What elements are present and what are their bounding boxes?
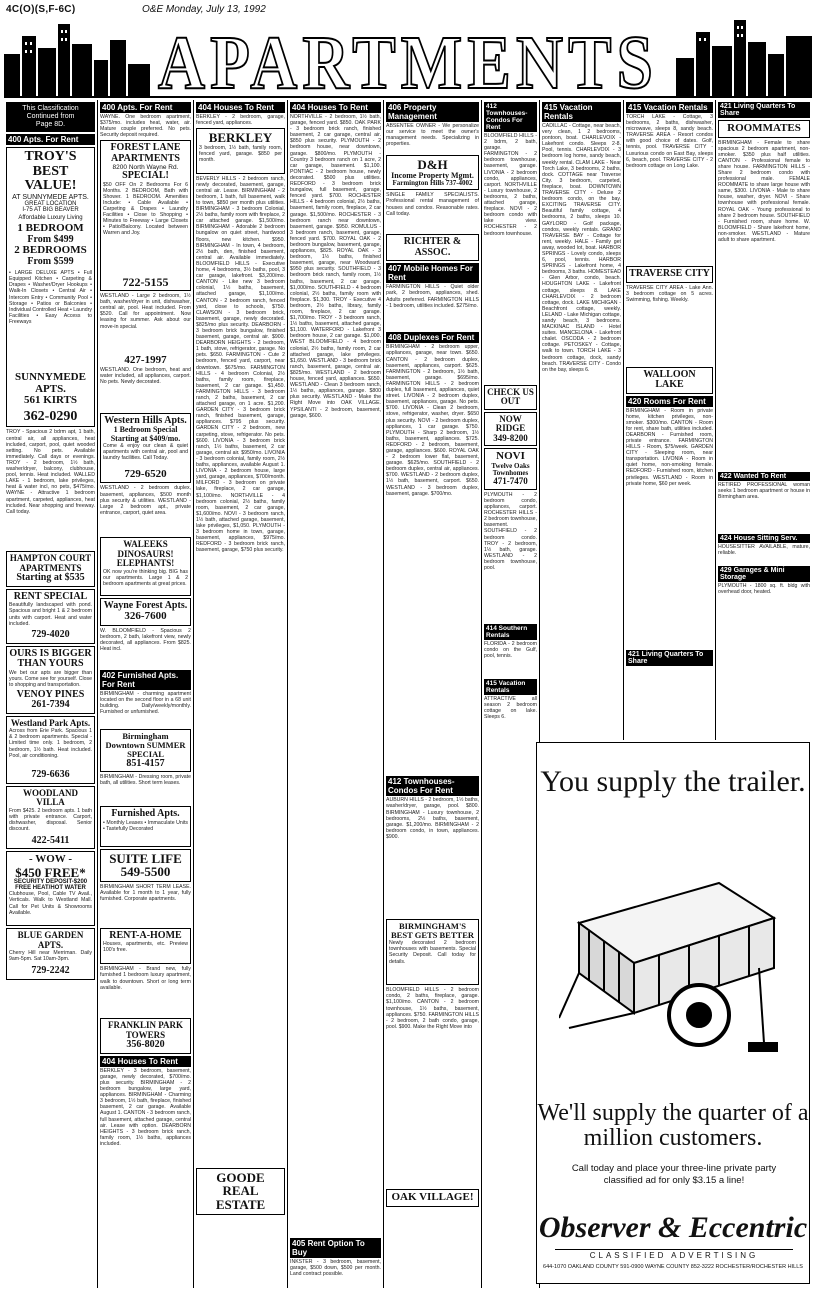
ad-body: • Monthly Leases • Immaculate Units • Tastefully Decorated <box>103 819 188 832</box>
ad-address: 561 KIRTS <box>23 394 78 407</box>
ad-title: RENT SPECIAL <box>13 590 88 602</box>
ad-phone: 729-6520 <box>124 467 167 480</box>
listing-text: WESTLAND - Large 2 bedroom, 1½ bath, washer/dryer in unit, dishwasher, central air, pool. Heat included. From $520. Call for appointment. Now leasing for summer. Ask about our move-in special. <box>100 293 191 330</box>
ad-title: BIRMINGHAM'S BEST GETS BETTER <box>391 921 474 941</box>
troy-ad <box>6 147 95 427</box>
section-heading: 402 Furnished Apts. For Rent <box>100 670 191 690</box>
walloon-lake-ad <box>626 367 713 394</box>
column-6 <box>482 100 540 1288</box>
section-heading: 424 House Sitting Serv. <box>718 534 810 543</box>
ad-phone: 326-7600 <box>124 610 167 623</box>
furnished-apts-ad <box>100 806 191 847</box>
column-5 <box>384 100 482 1288</box>
ad-title: GOODE REAL ESTATE <box>215 1169 266 1212</box>
birmingham-summer-ad <box>100 729 191 772</box>
listing-text: BIRMINGHAM - Dressing room, private bath, all utilities. Short term leases. <box>100 774 191 787</box>
ad-price: Starting at $409/mo. <box>110 433 181 443</box>
ad-headline: You supply the trailer. <box>540 765 806 798</box>
ad-title: TROY'S BEST <box>24 149 77 179</box>
ad-name: AT SUNNYMEDE APTS. <box>12 194 89 202</box>
ad-price: $450 FREE* <box>15 864 86 880</box>
ad-phone: 362-0290 <box>23 408 78 424</box>
ad-title: Birmingham Downtown SUMMER SPECIAL <box>105 730 186 759</box>
wow-ad <box>6 851 95 926</box>
suite-life-ad <box>100 849 191 882</box>
western-hills-ad <box>100 413 191 484</box>
listing-text: ABSENTEE OWNER - We personalize our service to meet the owner's management needs. Specializing in properties. <box>386 123 479 148</box>
forest-lane-ad <box>100 140 191 291</box>
ad-price: From $499 <box>27 233 74 245</box>
section-heading: 404 Houses To Rent <box>196 102 285 113</box>
listing-text: RETIRED PROFESSIONAL woman seeks 1 bedroom apartment or house in Birmingham area. <box>718 481 810 500</box>
ad-title: RENT-A-HOME <box>109 929 182 941</box>
ad-title: HAMPTON COURT APARTMENTS <box>9 553 92 573</box>
ad-title: VALUE! <box>24 178 77 194</box>
ad-tagline-line: We'll supply the quarter of a <box>537 1100 809 1126</box>
woodland-villa-ad <box>6 786 95 849</box>
listing-text: BIRMINGHAM SHORT TERM LEASE. Available for 1 month to 1 year, fully furnished. Corporate apartments. <box>100 883 191 903</box>
ad-price: From $599 <box>27 255 74 267</box>
birmingham-best-ad <box>386 919 479 985</box>
section-code: 4C(O)(S,F-6C) <box>6 4 76 15</box>
listing-text: W. BLOOMFIELD - Spacious 2 bedroom, 2 bath, lakefront view, newly decorated, all appliances. From $825. Heat incl. <box>100 627 191 653</box>
ad-sub: SECURITY DEPOSIT-$200 <box>13 879 88 886</box>
ad-title: SUNNYMEDE APTS. <box>15 371 86 395</box>
ad-location: GREAT LOCATION <box>24 201 77 208</box>
listing-text: BIRMINGHAM - 2 bedroom upper, appliances, garage, near town. $650. CANTON - 2 bedroom duplex, basement, appliances, carport. $625. FARMINGTON - 2 bedroom, 1½ bath, basement, garage. $695/mo. FARMINGTON HILLS - 2 bedroom duplex, full basement, appliances, quiet street. LIVONIA - 2 bedroom duplex, basement, appliances, garage. No pets. $700. LIVONIA - Clean 2 bedroom, stove, refrigerator, washer, dryer. $650 plus security. NOVI - 2 bedroom duplex, appliances, 1 car garage. $750. PLYMOUTH - Sharp 2 bedroom, 1½ baths, basement, appliances. $725. REDFORD - 2 bedroom, basement, garage, appliances. $600. ROYAL OAK - 2 bedroom lower flat, basement, garage. $625/mo. SOUTHFIELD - 2 bedroom duplex, central air, appliances. $700. WESTLAND - 2 bedroom duplex, 1½ bath, basement, carport. $650. WESTLAND - 3 bedroom duplex, basement, garage. $700/mo. <box>386 344 479 497</box>
ad-body: Come & enjoy our clean & quiet apartments with central air, pool and laundry facilities. Call Today. <box>103 442 188 462</box>
ad-unit: 2 BEDROOMS <box>14 244 87 257</box>
listing-text: TRAVERSE CITY AREA - Lake Ann. 3 bedroom cottage on 5 acres. Swimming, fishing. Weekly. <box>626 284 713 303</box>
column-2 <box>98 100 194 1288</box>
goode-ad <box>196 1168 285 1215</box>
listing-text: BIRMINGHAM - Female to share spacious 2 bedroom apartment, non-smoker. $350 plus half utilities. CANTON - Professional female to share house. FARMINGTON HILLS - Share 2 bedroom condo with professional male. FEMALE ROOMMATE to share large house with same, $300. LIVONIA - Male to share house, washer, dryer. NOVI - Share townhouse with professional female. ROYAL OAK - Young professional to share 2 bedroom house. SOUTHFIELD - Furnished room, share home. W. BLOOMFIELD - Share lakefront home, non-smoker. WESTLAND - Mature adult to share apartment. <box>718 139 810 244</box>
ad-title: WOODLAND VILLA <box>22 787 78 808</box>
ad-body: Beautifully landscaped with pond. Spacious and bright 1 & 2 bedroom units with carport. Heat and water included. <box>9 602 92 627</box>
section-heading: 400 Apts. For Rent <box>6 134 95 145</box>
rent-special-ad <box>6 589 95 644</box>
ad-title: SUITE LIFE <box>109 850 182 866</box>
bigger-ad <box>6 646 95 714</box>
ad-title: Western Hills Apts. <box>104 414 187 426</box>
ad-body: Cherry Hill near Merriman. Daily 9am-5pm. Sat 10am-3pm. <box>9 950 92 963</box>
ad-title: ROOMMATES <box>727 122 801 134</box>
ad-title: Furnished Apts. <box>111 808 180 820</box>
section-heading: 412 Townhouses-Condos For Rent <box>484 102 537 132</box>
ad-title: TRAVERSE CITY <box>629 268 710 279</box>
ad-body: • LARGE DELUXE APTS • Full Equipped Kitchen • Carpeting & Drapes • Washer/Dryer Hookups • Walk-In Closets • Central Air • Intercom Entry • Community Pool • Storage • Patios or Balconies • Individual Controlled Heat • Laundry Facilities • Easy Access to Freeways <box>9 270 92 325</box>
ad-tagline-line: million customers. <box>583 1125 763 1151</box>
ad-title: NOW RIDGE <box>495 413 526 434</box>
column-8 <box>624 100 716 740</box>
trailer-illustration <box>559 843 789 1083</box>
ad-name: VENOY PINES <box>16 688 85 700</box>
ad-body: OK now you're thinking big. BIG has our apartments. Large 1 & 2 bedroom apartments at great prices. <box>103 568 188 587</box>
berkley-ad <box>196 128 285 174</box>
listing-text: WESTLAND - 2 bedroom duplex, basement, appliances, $500 month plus security & utilities. WESTLAND - Large 2 bedroom apt., private entrance, carport, quiet area. <box>100 485 191 516</box>
section-heading: 415 Vacation Rentals <box>484 679 537 695</box>
ad-title: WALLOON LAKE <box>643 368 696 390</box>
section-heading: 406 Property Management <box>386 102 479 122</box>
ad-unit: 1 BEDROOM <box>17 222 84 235</box>
column-4 <box>288 100 384 1288</box>
ad-title: OAK VILLAGE! <box>391 1191 474 1204</box>
section-heading: 412 Townhouses-Condos For Rent <box>386 776 479 796</box>
wayne-forest-ad <box>100 598 191 626</box>
ad-price: Starting at $535 <box>16 572 85 584</box>
ad-location: I-75 AT BIG BEAVER <box>22 207 79 214</box>
ad-tagline <box>537 1101 809 1151</box>
ad-logo: Observer & Eccentric <box>538 1211 808 1244</box>
ad-phone: 729-2242 <box>31 965 70 977</box>
ad-phone: 427-1997 <box>124 354 167 367</box>
ad-sub: Income Property Mgmt. <box>391 170 474 180</box>
ad-logo-sub: CLASSIFIED ADVERTISING <box>555 1249 793 1260</box>
section-heading: 414 Southern Rentals <box>484 624 537 640</box>
ad-title: CHECK US OUT <box>487 387 534 407</box>
section-heading: 404 Houses To Rent <box>290 102 381 113</box>
ad-body: Newly decorated 2 bedroom townhouses with basements. Special Security Deposit. Call today for details. <box>389 940 476 965</box>
ad-title: BLUE GARDEN APTS. <box>17 930 84 950</box>
ad-body: From $425. 2 bedroom apts. 1 bath with private entrance. Carport, dishwasher, disposal. Senior discount. <box>9 807 92 832</box>
listing-text: PLYMOUTH - 2 bedroom condo, appliances, carport. ROCHESTER HILLS - 2 bedroom townhouse, basement. SOUTHFIELD - 2 bedroom condo. TROY - 2 bedroom, 1½ bath, garage. WESTLAND - 2 bedroom townhouse, pool. <box>484 491 537 571</box>
ad-title: NOVI <box>496 450 525 463</box>
ad-title: FOREST LANE APARTMENTS <box>110 142 181 164</box>
section-heading: 420 Rooms For Rent <box>626 396 713 407</box>
listing-text: SINGLE FAMILY SPECIALISTS. Professional rental management of houses and condos. Reasonable rates. Call today. <box>386 192 479 217</box>
blue-garden-ad <box>6 928 95 979</box>
dh-ad <box>386 155 479 190</box>
ad-body: 3 bedroom, 1½ bath, family room, fenced yard, garage. $850 per month. <box>199 144 282 163</box>
rent-a-home-ad <box>100 928 191 965</box>
section-heading: 408 Duplexes For Rent <box>386 332 479 343</box>
ad-title: Westland Park Apts. <box>10 717 91 728</box>
ad-title: FRANKLIN PARK TOWERS <box>107 1020 184 1040</box>
listing-text: BIRMINGHAM - Brand new, fully furnished 1 bedroom luxury apartment, walk to downtown. Short or long term available. <box>100 966 191 991</box>
ad-body: Clubhouse, Pool, Cable TV Avail., Verticals. Walk to Westland Mall. Call for Pet Units & Showrooms Available. <box>9 891 92 916</box>
ad-body: $50 OFF On 2 Bedrooms For 6 Months. 2 BEDROOM, Bath with Shower. 1 BEDROOM. Amenities Include: • Cable Available • Carpeting & Drapes • Laundry Facilities • Close to Shopping • Minutes to Freeway • Large Closets • Patio/Balcony. Located between Warren and Joy. <box>103 181 188 237</box>
listing-text: TORCH LAKE - Cottage, 3 bedrooms, 2 baths, dishwasher, microwave, sleeps 8, sandy beach. TRAVERSE AREA - Resort condos with good choice of dates. Golf, tennis, pool. TRAVERSE CITY - Luxurious condo on East Bay, sleeps 6, beach, pool. TRAVERSE CITY - 2 bedroom cottage on Long Lake. <box>626 114 713 169</box>
listing-text: BIRMINGHAM - charming apartment located on the second floor in a 68 unit building. Daily/weekly/monthly. Furnished or unfurnished. <box>100 690 191 716</box>
ad-body: Houses, apartments, etc. Preview 100's free. <box>103 941 188 954</box>
ad-phone: 549-5500 <box>120 864 171 880</box>
ad-special: SPECIAL! <box>122 170 169 181</box>
continued-notice <box>6 102 95 132</box>
listing-text: AUBURN HILLS - 2 bedroom, 1½ baths, washer/dryer, garage, pool. $800. BIRMINGHAM - Luxury townhouse, 2 bedrooms, 2½ baths, basement, garage. $1,200/mo. BIRMINGHAM - 2 bedroom condo, in town, appliances. $900. <box>386 797 479 840</box>
listing-text: BIRMINGHAM - Room in private home, kitchen privileges, non-smoker. $300/mo. CANTON - Room for rent, share bath, utilities included. DEARBORN - Furnished room, private entrance. FARMINGTON HILLS - Room, $75/week. GARDEN CITY - Sleeping room, near transportation. LIVONIA - Room in quiet home, non-smoking female. REDFORD - Furnished room, kitchen privileges. WESTLAND - Room in private home, $60 per week. <box>626 407 713 487</box>
ad-body: Call today and place your three-line private party classified ad for only $3.15 a line! <box>571 1163 777 1186</box>
banner-title: APARTMENTS <box>158 21 658 98</box>
novi-ad <box>484 448 537 490</box>
intro-line: This Classification <box>22 105 79 112</box>
ad-sub: 1 Bedroom Special <box>113 425 178 435</box>
ad-title: BERKLEY <box>208 130 273 145</box>
westland-park-ad <box>6 716 95 784</box>
ad-phone: 356-8020 <box>126 1039 165 1051</box>
listing-text: TROY - Spacious 2 bdrm apt, 1 bath, central air, all appliances, heat included, carport, pool, quiet wooded setting. No pets. Available immediately. Call days or evenings. TROY - 2 bedroom, 1½ bath, washer/dryer, balcony, clubhouse, pool, tennis. Heat included. WALLED LAKE - 1 bedroom, lake privileges, heat & water incl, no pets, $475/mo. WAYNE - Attractive 1 bedroom apartment, carpeted, appliances, heat included. Near shopping and freeway. Call today. <box>6 429 95 515</box>
ad-title: Wayne Forest Apts. <box>103 599 188 611</box>
richter-ad <box>386 234 479 261</box>
ad-title: RICHTER & ASSOC. <box>403 236 462 258</box>
franklin-park-ad <box>100 1018 191 1053</box>
ad-title: WALEEKS DINOSAURS! ELEPHANTS! <box>116 539 175 569</box>
apartments-banner <box>4 14 812 98</box>
section-heading: 415 Vacation Rentals <box>626 102 713 113</box>
ad-sub: FREE HEAT/HOT WATER <box>15 885 86 892</box>
observer-eccentric-ad <box>536 742 810 1284</box>
section-heading: 404 Houses To Rent <box>100 1056 191 1067</box>
column-1 <box>4 100 98 1288</box>
oak-village-ad <box>386 1189 479 1207</box>
publication-line: O&E Monday, July 13, 1992 <box>142 4 266 15</box>
ad-title: D&H <box>417 157 448 172</box>
intro-line: Page 8D. <box>35 121 66 128</box>
intro-line: Continued from <box>26 113 75 120</box>
ad-phone: 349-8200 <box>493 432 528 443</box>
ad-address: 8200 North Wayne Rd. <box>112 164 179 171</box>
ad-phone: 722-5155 <box>122 274 169 289</box>
ad-phone: 422-5411 <box>31 834 70 846</box>
check-us-out-ad <box>484 385 537 410</box>
column-3 <box>194 100 288 1288</box>
section-heading: 415 Vacation Rentals <box>542 102 621 122</box>
section-heading: 421 Living Quarters To Share <box>626 650 713 666</box>
column-7 <box>540 100 624 740</box>
traverse-city-ad <box>626 266 713 283</box>
ad-body: We bet our apts are bigger than yours. Come see for yourself. Close to shopping and transportation. <box>9 669 92 688</box>
listing-text: BLOOMFIELD HILLS - 2 bdrm, 2 bath, garage. FARMINGTON - 2 bedroom townhouse, basement, garage. LIVONIA - 2 bedroom condo, appliances, carport. NORTHVILLE - Luxury townhouse, 2 bedrooms, 2 baths, attached garage, fireplace. NOVI - 2 bedroom condo with lake view. ROCHESTER - 2 bedroom townhouse. <box>484 133 537 237</box>
listing-text: WESTLAND. One bedroom, heat and water included, all appliances, carport. No pets. Newly decorated. <box>100 366 191 385</box>
ad-phone: Farmington Hills 737-4002 <box>392 179 473 188</box>
ad-tagline: Affordable Luxury Living <box>18 215 83 222</box>
section-heading: 421 Living Quarters To Share <box>718 102 810 118</box>
hampton-court-ad <box>6 551 95 586</box>
section-heading: 407 Mobile Homes For Rent <box>386 263 479 283</box>
listing-text: BLOOMFIELD HILLS - 2 bedroom condo, 2 baths, fireplace, garage. $1,100/mo. CANTON - 2 bedroom townhouse, 1½ baths, basement, appliances. $750. FARMINGTON HILLS - 2 bedroom, 2 bath condo, garage, pool. $900. Make the Right Move into <box>386 987 479 1030</box>
ad-phone: 471-7470 <box>493 476 528 487</box>
listing-text: HOUSESITTER AVAILABLE, mature, reliable. <box>718 543 810 556</box>
listing-text: PLYMOUTH - 1800 sq. ft. bldg with overhead door, heated. <box>718 582 810 595</box>
ad-phone: 261-7394 <box>31 699 70 711</box>
listing-text: ATTRACTIVE all season 2 bedroom cottage on lake. Sleeps 6. <box>484 695 537 721</box>
listing-text: WAYNE. One bedroom apartment, $375/mo. includes heat, water, air. Mature couple preferred. No pets. Security deposit required. <box>100 114 191 138</box>
section-heading: 400 Apts. For Rent <box>100 102 191 113</box>
ad-phones: 644-1070 OAKLAND COUNTY 591-0900 WAYNE COUNTY 852-3222 ROCHESTER/ROCHESTER HILLS <box>543 1264 803 1270</box>
ad-sub: Twelve Oaks Townhomes <box>491 461 530 478</box>
ad-title: OURS IS BIGGER THAN YOURS <box>9 647 92 670</box>
ad-body: Across from Erie Park. Spacious 1 & 2 bedroom apartments. Special - Limited time only. 1 bedroom, 2 bedroom, 1½ bath. Heat included. Pool, air conditioning. <box>9 728 92 759</box>
listing-text: INKSTER - 3 bedroom, basement, garage, $500 down, $500 per month. Land contract possible. <box>290 1259 381 1278</box>
section-heading: 405 Rent Option To Buy <box>290 1238 381 1258</box>
ad-phone: 851-4157 <box>126 757 165 769</box>
now-ridge-ad <box>484 412 537 446</box>
listing-text: NORTHVILLE - 2 bedroom, 1½ bath, garage, fenced yard. $850. OAK PARK - 3 bedroom brick ranch, finished basement, 2 car garage, central air. $850 plus security. PLYMOUTH - 2 bedroom house, near downtown, garage. $800/mo. PLYMOUTH - Country 3 bedroom ranch on 1 acre, 2 car garage, basement. $1,100. PONTIAC - 2 bedroom house, newly decorated. $500 plus utilities. REDFORD - 3 bedroom brick bungalow, full basement, garage, fenced yard. $700. ROCHESTER HILLS - 4 bedroom colonial, 2½ baths, basement, family room, fireplace, 2 car garage. $1,500/mo. ROCHESTER - 3 bedroom ranch near downtown, basement, garage. $950. ROMULUS - 3 bedroom ranch, basement, garage, fenced yard. $700. ROYAL OAK - 2 bedroom bungalow, basement, garage, appliances, $825. ROYAL OAK - 3 bedroom, 1½ baths, finished basement, garage, near Woodward. $950 plus security. SOUTHFIELD - 3 bedroom brick ranch, family room, 1½ baths, basement, 2 car garage. $1,000/mo. SOUTHFIELD - 4 bedroom colonial, 2½ baths, family room with fireplace. $1,300. TROY - Executive 4 bedroom, 2½ baths, library, family room, fireplace, 2 car garage. $1,700/mo. TROY - 3 bedroom ranch, 1½ baths, basement, attached garage, $1,100. WATERFORD - Lakefront 3 bedroom house, 2 car garage. $1,000. WEST BLOOMFIELD - 4 bedroom colonial, 2½ baths, family room, 2 car attached garage, lake privileges. $1,650. WESTLAND - 3 bedroom brick ranch, basement, garage, central air. $825/mo. WESTLAND - 2 bedroom house, fenced yard, appliances. $650. WESTLAND - Clean 3 bedroom ranch, 1½ baths, appliances, garage. $800 plus security. WESTLAND - Make the Right Move into OAK VILLAGE. YPSILANTI - 2 bedroom, basement, garage, $600. <box>290 114 381 419</box>
ad-phone: 729-4020 <box>31 629 70 641</box>
ad-title: - WOW - <box>29 853 72 866</box>
roommates-ad <box>718 120 810 138</box>
listing-text: FARMINGTON HILLS - Quiet older park, 2 bedroom, appliances, shed. Adults preferred. FARMINGTON HILLS - 1 bedroom, utilities included. $275/mo. <box>386 284 479 309</box>
listing-text: FLORIDA - 2 bedroom condo on the Gulf, pool, tennis. <box>484 640 537 660</box>
waleeks-ad <box>100 537 191 595</box>
section-heading: 422 Wanted To Rent <box>718 472 810 481</box>
ad-phone: 729-6636 <box>31 769 70 781</box>
listing-text: BERKLEY - 3 bedroom, basement, garage, newly decorated, $700/mo. plus security. BIRMINGHAM - 2 bedroom bungalow, large yard, appliances. BIRMINGHAM - Charming 3 bedroom, 1½ bath, fireplace, finished basement, 2 car garage. Available August 1. CANTON - 3 bedroom ranch, full basement, attached garage, central air. Lease with option. DEARBORN HEIGHTS - 3 bedroom brick ranch, family room, 1½ baths, appliances included. <box>100 1067 191 1147</box>
listing-text: BEVERLY HILLS - 2 bedroom ranch, newly decorated, basement, garage, central air. Lease. BIRMINGHAM - 2 bedroom, 1 bath, full basement, walk to town, $850 per month plus utilities. BIRMINGHAM - 3 bedroom Colonial, 2½ baths, family room with fireplace, 2 car attached garage. $1,500/mo. BIRMINGHAM - Adorable 2 bedroom bungalow on quiet street, hardwood floors, new kitchen. $950. BIRMINGHAM - In town, 4 bedroom, 2½ bath, den, finished basement, central air. Available immediately. BLOOMFIELD HILLS - Executive home, 4 bedrooms, 3½ baths, pool, 3 car garage, lakefront. $3,200/mo. CANTON - Like new 3 bedroom colonial, 1½ baths, basement, attached garage, $1,100/mo. CANTON - 2 bedroom ranch, fenced yard, close to schools, $750. CLAWSON - 3 bedroom brick, basement, garage, newly decorated. $825/mo plus security. DEARBORN - 3 bedroom brick bungalow, finished basement, garage, central air. $900. DEARBORN HEIGHTS - 2 bedroom, 1 bath, stove, refrigerator, garage. No pets. $650. FARMINGTON - Cute 2 bedroom, fenced yard, carport, near downtown. $675/mo. FARMINGTON HILLS - 4 bedroom Colonial, 2½ baths, family room, fireplace, basement, 2 car garage. $1,450. FARMINGTON HILLS - 3 bedroom ranch, 2 baths, basement, 2 car attached garage, on 1 acre. $1,200. GARDEN CITY - 3 bedroom brick ranch, finished basement, garage, appliances. $795 plus security. GARDEN CITY - 2 bedroom, new carpeting, stove, refrigerator. No pets. $600. LIVONIA - 3 bedroom brick ranch, 1½ baths, basement, 2 car garage, central air. $950/mo. LIVONIA - 3 bedroom colonial, family room, 2½ baths, appliances, available August 1. LIVONIA - 2 bedroom house, large yard, garage, appliances, $700/month. MILFORD - 3 bedroom on private lake, fireplace, 2 car garage, $1,100/mo. NORTHVILLE - 4 bedroom colonial, 2½ baths, family room, basement, 2 car garage, $1,600/mo. NOVI - 3 bedroom ranch, 1½ bath, attached garage, basement, lake privileges, $1,050. PLYMOUTH - 3 bedroom home in town, garage, basement, appliances, $975/mo. REDFORD - 3 bedroom brick ranch, basement, garage, $750 plus security. <box>196 175 285 554</box>
listing-text: CADILLAC - Cottage, near beach, very clean, 1 2 bedrooms, pontoon, boat. CHARLEVOIX - Lakefront condo. Sleeps 2-8. Pool, tennis. CHARLEVOIX - 3 bedroom log home, sandy beach, weekly rental. CLAM LAKE - Near Torch Lake, 3 bedrooms, 2 baths, dock. COTTAGE near Traverse City. 3 bedroom, carpeted, fireplace, boat. DOWNTOWN TRAVERSE CITY - Deluxe 2 bedroom condo, on the bay. EXCITING TRAVERSE CITY. Beautiful family cottage, 4 bedrooms, 2 baths, sleeps 10. GAYLORD - Golf package, condos, weekly rentals. GRAND TRAVERSE BAY - Cottage for rent, weekly. HALE - Family get away, wooded lot, boat. HARBOR SPRINGS - Lovely condo, sleeps 6, pool, tennis. HARBOR SPRINGS - Lakefront home, 4 bedrooms, 3 baths. HOMESTEAD - Glen Arbor, condo, beach. HOUGHTON LAKE - Lakefront cottage, sleeps 8. LAKE CHARLEVOIX - 2 bedroom cottage, dock. LAKE MICHIGAN - Beachfront cottage, weekly. LELAND - Lake Michigan cottage, sandy beach, 3 bedrooms. MACKINAC ISLAND - Hotel suites. MANCELONA - Lakefront chalet. OSCODA - 2 bedroom cottage. PETOSKEY - Cottage, walk to town. TORCH LAKE - 3 bedroom cottage, dock, sandy beach. TRAVERSE CITY - Condo on the bay, sleeps 6. <box>542 123 621 373</box>
listing-text: BERKLEY - 2 bedroom, garage, fenced yard, appliances. <box>196 114 285 126</box>
section-heading: 429 Garages & Mini Storage <box>718 566 810 582</box>
